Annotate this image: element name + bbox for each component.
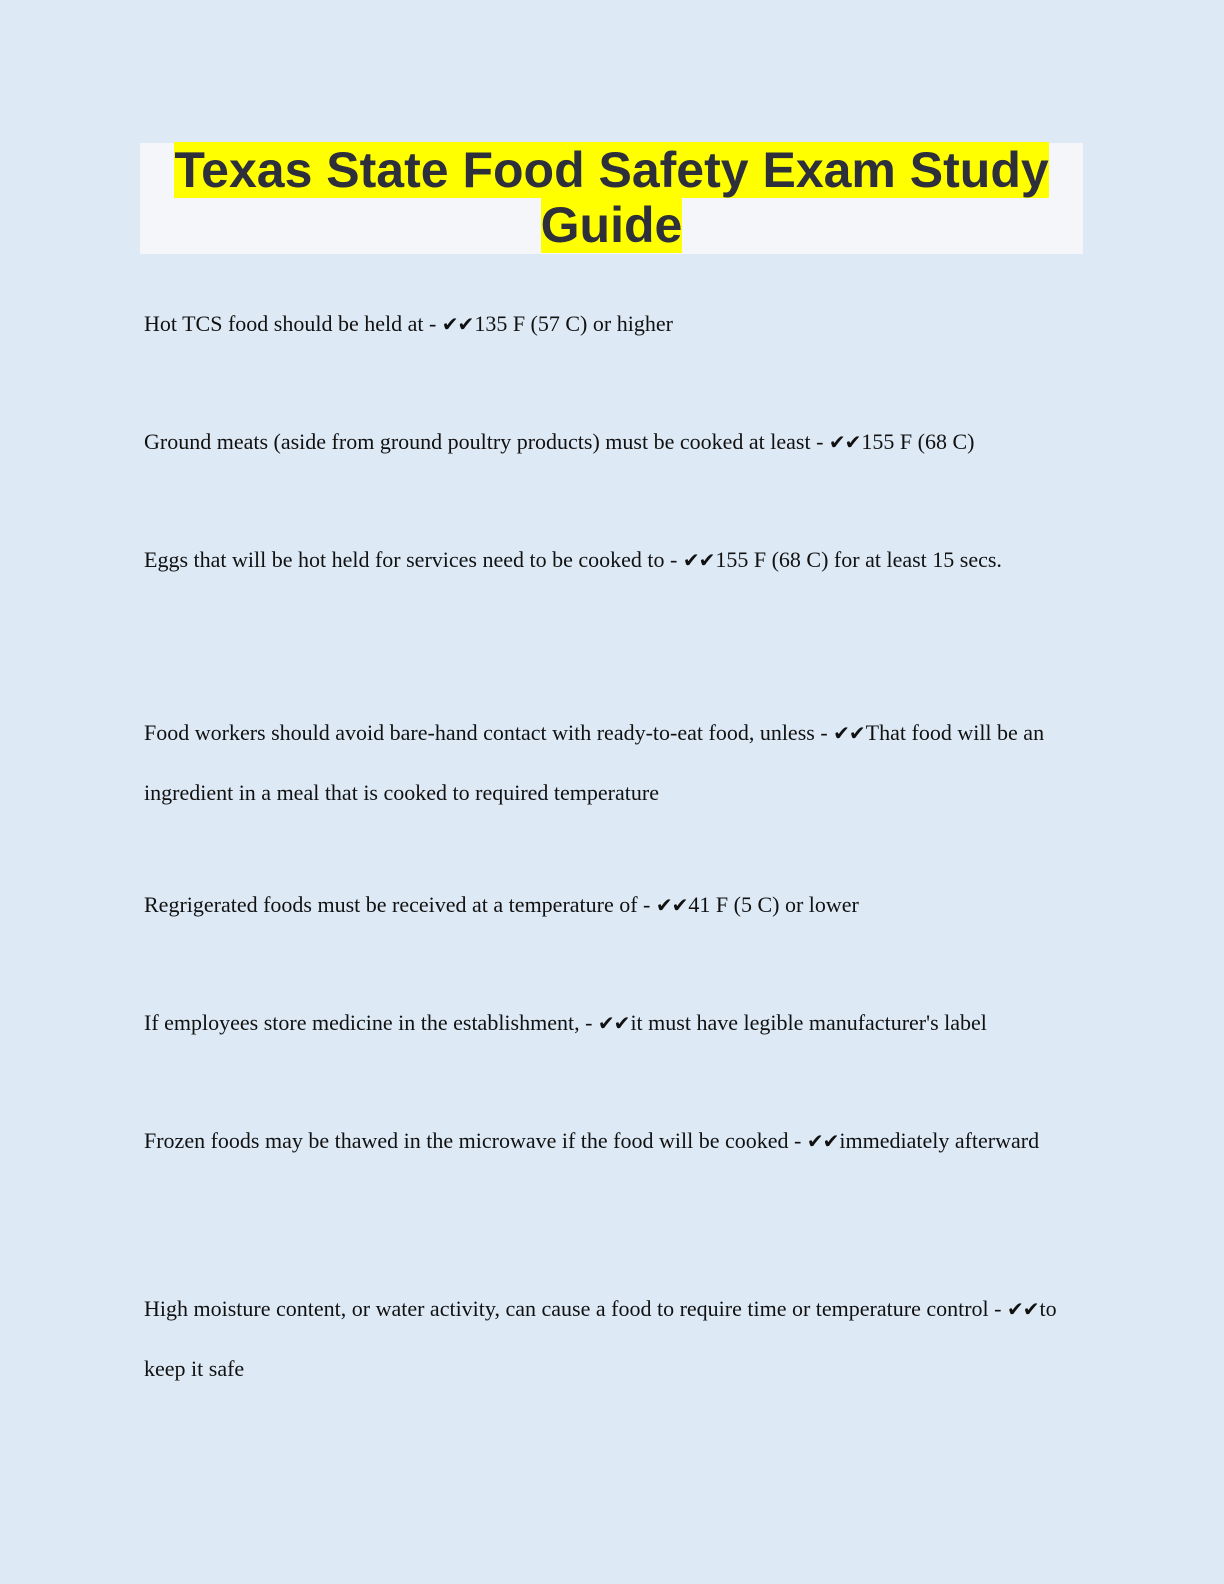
question-text: Eggs that will be hot held for services need to be cooked to -: [144, 547, 678, 572]
question-text: Food workers should avoid bare-hand contact with ready-to-eat food, unless -: [144, 720, 828, 745]
check-icon: ✔✔: [682, 548, 715, 572]
question-text: Hot TCS food should be held at -: [144, 311, 437, 336]
qa-item-5: [144, 875, 1084, 935]
check-icon: ✔✔: [441, 312, 474, 336]
qa-item-2: [144, 412, 1084, 472]
check-icon: ✔✔: [1006, 1297, 1039, 1321]
qa-item-8: [144, 1279, 1084, 1399]
page-title-text: Texas State Food Safety Exam Study Guide: [174, 142, 1049, 253]
check-icon: ✔✔: [828, 430, 861, 454]
qa-item-3: [144, 530, 1084, 590]
answer-text: That food will be an ingredient in a meal that is cooked to required temperature: [144, 720, 1045, 805]
qa-item-4: [144, 703, 1084, 823]
qa-item-6: [144, 993, 1084, 1053]
qa-item-1: [144, 294, 1084, 354]
page-title: [140, 143, 1083, 253]
answer-text: it must have legible manufacturer's label: [630, 1010, 987, 1035]
answer-text: 155 F (68 C): [861, 429, 975, 454]
question-text: High moisture content, or water activity, can cause a food to require time or temperature control -: [144, 1296, 1002, 1321]
check-icon: ✔✔: [833, 721, 865, 745]
check-icon: ✔✔: [655, 893, 688, 917]
qa-item-7: [144, 1111, 1084, 1171]
question-text: Ground meats (aside from ground poultry products) must be cooked at least -: [144, 429, 824, 454]
answer-text: immediately afterward: [839, 1128, 1040, 1153]
check-icon: ✔✔: [597, 1011, 630, 1035]
title-box: [140, 143, 1083, 254]
answer-text: to keep it safe: [144, 1296, 1057, 1381]
question-text: Regrigerated foods must be received at a temperature of -: [144, 892, 651, 917]
answer-text: 41 F (5 C) or lower: [688, 892, 859, 917]
check-icon: ✔✔: [806, 1129, 839, 1153]
question-text: Frozen foods may be thawed in the microwave if the food will be cooked -: [144, 1128, 802, 1153]
question-text: If employees store medicine in the establishment, -: [144, 1010, 593, 1035]
answer-text: 135 F (57 C) or higher: [474, 311, 673, 336]
answer-text: 155 F (68 C) for at least 15 secs.: [715, 547, 1002, 572]
